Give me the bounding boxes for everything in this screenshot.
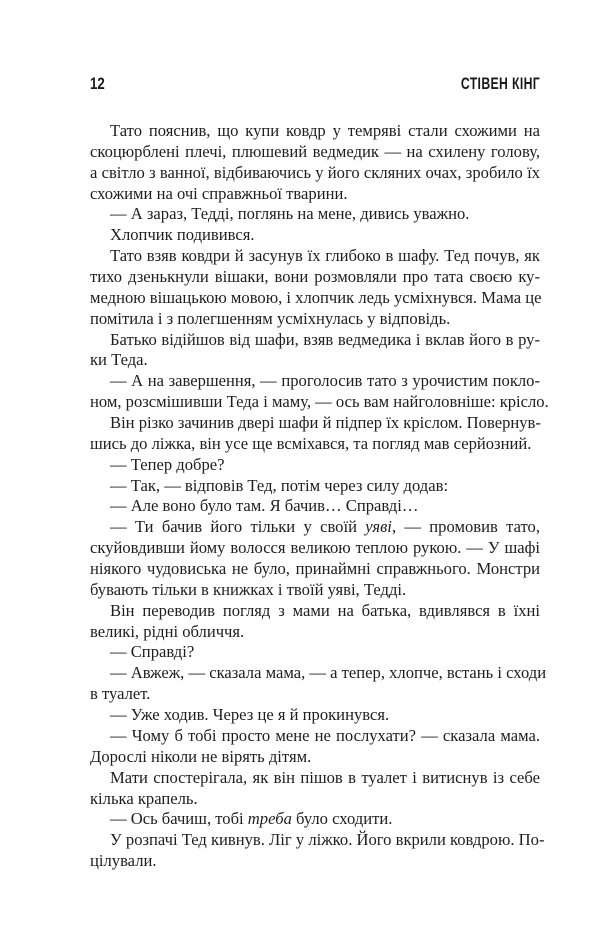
text-line: — Уже ходив. Через це я й прокинувся. [110, 705, 390, 725]
body-text [90, 121, 549, 872]
text-line [90, 809, 540, 830]
text-line: кілька крапель. [90, 788, 198, 808]
paragraph [90, 225, 540, 246]
text-line: в туалет. [90, 684, 151, 704]
text-line: великі, рідні обличчя. [90, 621, 245, 641]
page-number: 12 [90, 74, 105, 93]
paragraph [90, 768, 540, 810]
text-line: бувають тільки в книжках і твоїй уяві, Тедді. [90, 579, 407, 599]
paragraph [90, 642, 540, 663]
paragraph [90, 455, 540, 476]
text-line: шись до ліжка, він усе ще всміхався, та погляд мав серйозний. [90, 433, 532, 453]
text-line: цілували. [90, 851, 157, 871]
text-line: скоцюрблені плечі, плюшевий ведмедик — на схилену голову, [90, 141, 540, 161]
paragraph [90, 121, 540, 204]
text-line [90, 517, 540, 538]
text-line: — Чому б тобі просто мене не послухати? — сказала мама. [110, 725, 540, 745]
text-line: схожими на очі справжньої тварини. [90, 183, 348, 203]
text-line: У розпачі Тед кивнув. Ліг у ліжко. Його вкрили ковдрою. По- [110, 830, 545, 850]
paragraph [90, 705, 540, 726]
text-line: Він переводив погляд з мами на батька, вдивлявся в їхні [110, 600, 540, 620]
text-line: Хлопчик подивився. [110, 225, 255, 245]
paragraph [90, 517, 540, 600]
text-line: Тато взяв ковдри й засунув їх глибоко в шафу. Тед почув, як [110, 246, 540, 266]
text-line: медною вішацькою мовою, і хлопчик ледь усміхнувся. Мама це [90, 287, 542, 307]
author-name: СТІВЕН КІНГ [460, 74, 540, 93]
text-line: — Але воно було там. Я бачив… Справді… [110, 496, 419, 516]
text-line: — Авжеж, — сказала мама, — а тепер, хлопче, встань і сходи [110, 663, 547, 683]
text-line: Дорослі ніколи не вірять дітям. [90, 746, 312, 766]
running-header [90, 74, 540, 96]
text-line: — А зараз, Тедді, поглянь на мене, дивись уважно. [110, 204, 470, 224]
paragraph [90, 496, 540, 517]
text-line: помітила і з полегшенням усміхнулась у відповідь. [90, 308, 451, 328]
text-line: тихо дзенькнули вішаки, вони розмовляли про тата своєю ку- [90, 267, 540, 287]
text-segment: — Ти бачив його тільки у своїй [110, 517, 366, 537]
paragraph [90, 726, 540, 768]
text-segment: — Ось бачиш, тобі [110, 809, 248, 829]
text-line: Батько відійшов від шафи, взяв ведмедика і вклав його в ру- [110, 329, 540, 349]
paragraph [90, 476, 540, 497]
italic-emphasis: уяві [365, 517, 392, 537]
paragraph [90, 601, 540, 643]
paragraph [90, 246, 540, 329]
italic-emphasis: треба [247, 809, 292, 829]
paragraph [90, 204, 540, 225]
text-line: — А на завершення, — проголосив тато з урочистим покло- [110, 371, 540, 391]
text-line: скуйовдивши йому волосся великою теплою рукою. — У шафі [90, 538, 540, 558]
text-segment: було сходити. [291, 809, 393, 829]
text-line: ніякого чудовиська не було, принаймні справжнього. Монстри [90, 559, 540, 579]
paragraph [90, 371, 549, 413]
text-line: ки Теда. [90, 350, 148, 370]
text-line: — Справді? [110, 642, 195, 662]
text-line: — Тепер добре? [110, 454, 225, 474]
paragraph [90, 413, 540, 455]
paragraph [90, 663, 547, 705]
text-segment: , — промовив тато, [391, 517, 540, 537]
text-line: ном, розсмішивши Теда і маму, — ось вам найголовніше: крісло. [90, 392, 549, 412]
paragraph [90, 809, 540, 830]
text-line: Тато пояснив, що купи ковдр у темряві стали схожими на [110, 121, 540, 140]
paragraph [90, 330, 540, 372]
text-line: Він різко зачинив двері шафи й підпер їх кріслом. Повернув- [110, 413, 541, 433]
text-line: а світло з ванної, відбиваючись у його скляних очах, зробило їх [90, 162, 540, 182]
paragraph [90, 830, 545, 872]
text-line: — Так, — відповів Тед, потім через силу додав: [110, 475, 449, 495]
text-line: Мати спостерігала, як він пішов в туалет і витиснув із себе [110, 767, 540, 787]
